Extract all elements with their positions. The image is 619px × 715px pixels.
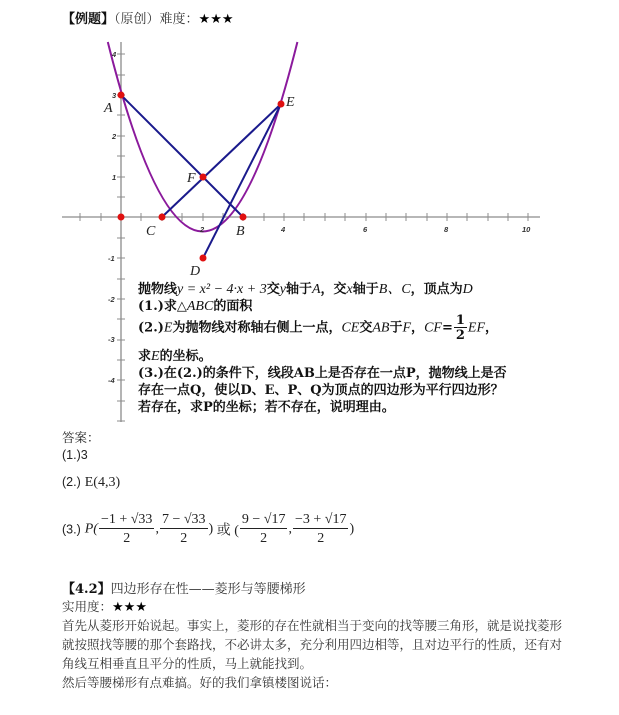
question-3-line-3: 若存在，求P的坐标；若不存在，说明理由。 bbox=[138, 400, 395, 415]
fraction-numerator: −1 + √33 bbox=[99, 512, 154, 529]
point-E bbox=[278, 101, 285, 108]
stem-var: B、C bbox=[378, 282, 411, 297]
answer-3-point-p: P( bbox=[84, 521, 98, 537]
q2-text: (2.) bbox=[138, 320, 164, 336]
answer-3-label: (3.) bbox=[62, 522, 81, 537]
stem-text: ，交 bbox=[320, 282, 347, 297]
difficulty-label: 难度： bbox=[159, 12, 199, 27]
q2-var: CE bbox=[341, 320, 360, 336]
paragraph-line: 角线互相垂直且平分的性质，马上就能找到。 bbox=[62, 656, 313, 671]
q2-text: 交 bbox=[359, 320, 373, 336]
q2-text: = bbox=[441, 320, 453, 336]
fraction-denominator: 2 bbox=[317, 531, 325, 547]
y-tick-label: 2 bbox=[112, 132, 117, 141]
point-origin bbox=[118, 214, 125, 221]
paren: ) bbox=[349, 521, 355, 537]
one-half-fraction bbox=[454, 314, 467, 342]
usefulness-label: 实用度： bbox=[62, 599, 113, 614]
comma: , bbox=[288, 521, 292, 537]
section-heading bbox=[62, 578, 306, 597]
answer-3 bbox=[62, 512, 354, 547]
stem-var: x bbox=[346, 282, 353, 297]
answer-2-value: E(4,3) bbox=[84, 475, 121, 490]
y-tick-label: -2 bbox=[108, 295, 115, 304]
answer-1-label: (1.) bbox=[62, 448, 81, 462]
q2-var: AB bbox=[372, 320, 390, 336]
paren: ) bbox=[208, 521, 214, 537]
paragraph-line: 首先从菱形开始说起。事实上，菱形的存在性就相当于变向的找等腰三角形，就是说找菱形 bbox=[62, 618, 563, 633]
answer-3-fraction-2 bbox=[160, 512, 208, 547]
paragraph-line: 就按照找等腰的那个套路找，不必讲太多，充分利用四边相等，且对边平行的性质，还有对 bbox=[62, 637, 563, 652]
answer-3-fraction-1 bbox=[99, 512, 154, 547]
y-tick-label: 1 bbox=[112, 173, 117, 182]
q2-text: 于 bbox=[389, 320, 403, 336]
fraction-numerator: −3 + √17 bbox=[293, 512, 348, 529]
q2-var: E bbox=[163, 320, 173, 336]
stem-text: 轴于 bbox=[352, 282, 379, 297]
usefulness-rating bbox=[62, 597, 147, 615]
point-F bbox=[200, 174, 207, 181]
fraction-numerator: 7 − √33 bbox=[160, 512, 208, 529]
answer-1-value: 3 bbox=[80, 448, 88, 462]
q2-var: F bbox=[402, 320, 412, 336]
example-source: （原创） bbox=[114, 12, 160, 27]
q1-var: ABC bbox=[186, 299, 214, 314]
q2-var: EF bbox=[467, 320, 486, 336]
question-1 bbox=[138, 295, 252, 315]
parabola-equation: y = x² − 4·x + 3 bbox=[177, 282, 267, 297]
answer-2-label: (2.) bbox=[62, 475, 81, 489]
x-tick-label: 6 bbox=[363, 225, 368, 234]
q2-text: 为抛物线对称轴右侧上一点， bbox=[172, 320, 342, 336]
question-2 bbox=[138, 314, 498, 342]
stem-var: D bbox=[462, 282, 473, 297]
answer-1 bbox=[62, 447, 88, 462]
answer-3-fraction-3 bbox=[240, 512, 288, 547]
y-tick-label: -4 bbox=[108, 376, 115, 385]
q2-text: ， bbox=[411, 320, 425, 336]
answer-2 bbox=[62, 474, 120, 491]
label-E: E bbox=[286, 95, 295, 110]
stem-text: ，顶点为 bbox=[410, 282, 463, 297]
fraction-numerator: 9 − √17 bbox=[240, 512, 288, 529]
q1-text: (1.)求△ bbox=[138, 299, 187, 314]
usefulness-stars: ★★★ bbox=[112, 600, 147, 615]
answer-3-fraction-4 bbox=[293, 512, 348, 547]
label-D: D bbox=[190, 264, 201, 279]
label-C: C bbox=[146, 224, 156, 239]
fraction-numerator: 1 bbox=[455, 313, 465, 328]
point-B bbox=[240, 214, 247, 221]
example-bracket-label: 【例题】 bbox=[62, 12, 115, 27]
point-A bbox=[118, 92, 125, 99]
point-C bbox=[159, 214, 166, 221]
q2-var: CF bbox=[424, 320, 442, 336]
q2-var: E bbox=[151, 349, 160, 364]
x-tick-label: 8 bbox=[444, 225, 449, 234]
question-3-line-2: 存在一点Q，使以D、E、P、Q为顶点的四边形为平行四边形？ bbox=[138, 383, 504, 398]
x-tick-label: 4 bbox=[281, 225, 286, 234]
comma: , bbox=[155, 521, 159, 537]
x-tick-label: 2 bbox=[200, 225, 205, 234]
paragraph-line: 然后等腰梯形有点难搞。好的我们拿镇楼图说话： bbox=[62, 675, 338, 690]
label-A: A bbox=[104, 101, 113, 116]
q2-text: ， bbox=[485, 320, 499, 336]
or-text: 或 ( bbox=[213, 523, 239, 539]
fraction-denominator: 2 bbox=[260, 531, 268, 547]
stem-text: 轴于 bbox=[285, 282, 312, 297]
q2-text: 求 bbox=[138, 349, 152, 364]
stem-var: A bbox=[311, 282, 321, 297]
y-tick-label: -1 bbox=[108, 254, 115, 263]
y-tick-label: 4 bbox=[112, 50, 117, 59]
q2-text: 的坐标。 bbox=[159, 349, 212, 364]
segment-CE bbox=[162, 104, 281, 217]
y-tick-label: -3 bbox=[108, 335, 115, 344]
section-title: 四边形存在性——菱形与等腰梯形 bbox=[110, 582, 306, 597]
stem-text: 抛物线 bbox=[138, 282, 178, 297]
stem-var: y bbox=[279, 282, 286, 297]
q1-text: 的面积 bbox=[213, 299, 253, 314]
fraction-denominator: 2 bbox=[455, 328, 465, 343]
label-F: F bbox=[187, 171, 196, 186]
fraction-denominator: 2 bbox=[123, 531, 131, 547]
answers-label: 答案： bbox=[62, 430, 100, 445]
y-tick-label: 3 bbox=[112, 91, 117, 100]
section-bracket-label: 【4.2】 bbox=[62, 582, 111, 597]
question-3-line-1: (3.)在(2.)的条件下，线段AB上是否存在一点P，抛物线上是否 bbox=[138, 366, 507, 381]
point-labels bbox=[103, 95, 295, 279]
x-tick-label: 10 bbox=[522, 225, 531, 234]
fraction-denominator: 2 bbox=[180, 531, 188, 547]
stem-text: 交 bbox=[266, 282, 280, 297]
difficulty-stars: ★★★ bbox=[198, 12, 234, 27]
point-D bbox=[200, 255, 207, 262]
label-B: B bbox=[236, 224, 245, 239]
parabola-curve bbox=[108, 42, 298, 232]
